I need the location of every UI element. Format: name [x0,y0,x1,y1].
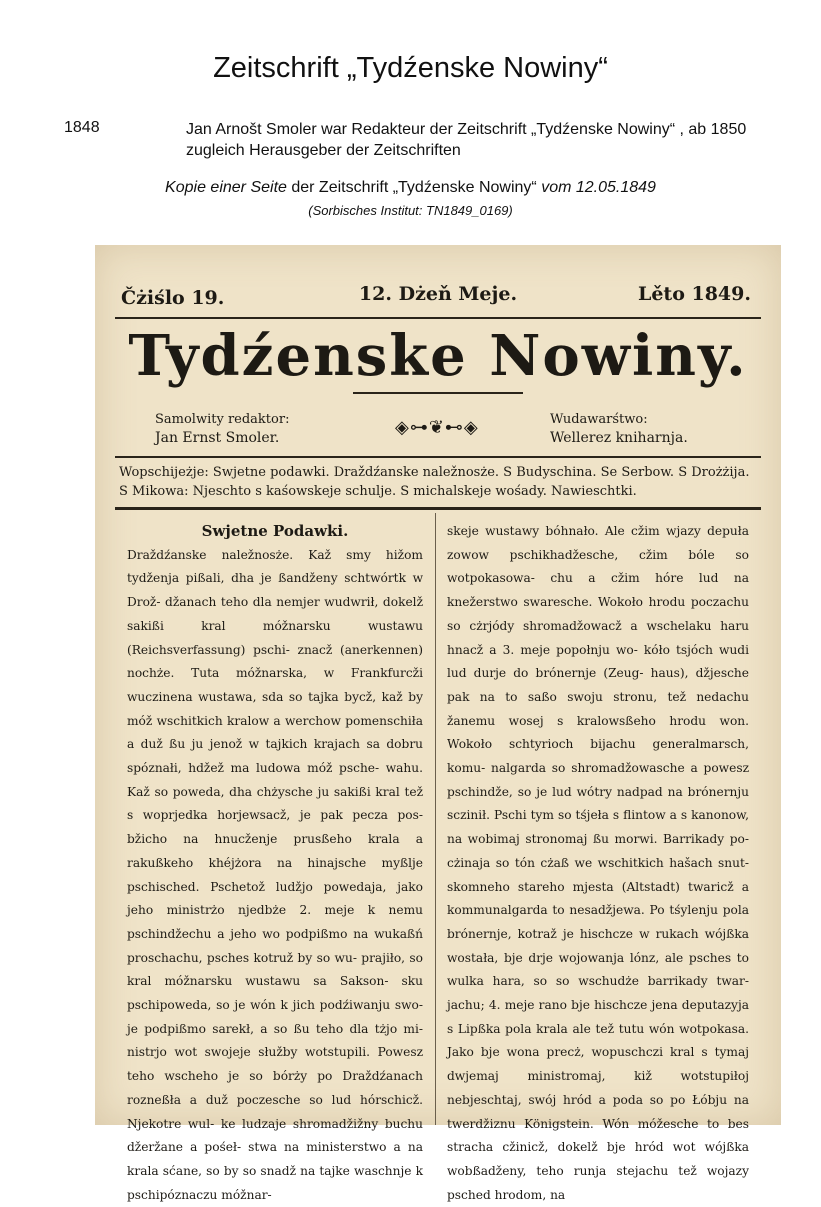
issue-number: Čżiślo 19. [121,287,225,309]
left-column [127,520,423,1207]
newspaper-header-row [115,283,761,313]
right-column-text: skeje wustawy bóhnało. Ale cžim wjazy depuła zowow pschikhadžesche, cžim bóle so wotpokasowa- chu a cžim hóre lud na knežerstwo swaresche. Wokoło hrodu poczachu so cżrjódy shromadžowacž a wschelaku haru hnacž a 3. meje popołnju wo- kóło tsjóch wudi lud durje do brónernje (Zeug- haus), džjesche pak na to saßo swoju stronu, tež nedachu žanemu wosej s kralowsßeho hrodu won. Wokoło schtyrioch bijachu generalmarsch, komu- nalgarda so shromadžowasche a powesz pschindže, so je lud wótry nadpad na brónernju sczinił. Pschi tym so tśjeła s flintow a s kanonow, na wobimaj stronomaj ßu morwi. Barrikady po- cżinaja so tón cżaß we wschitkich hašach snut- skomneho stareho mjesta (Altstadt) twaricž a kommunalgarda to nesadžjewa. Po tśylenju pola brónernje, kotraž je hischcze w rukach wójßka wostała, bje drje wojowanja lónz, ale psches to wulka hara, so so wschudże barrikady twar- jachu; 4. meje rano bje hischcze jena deputazyja s Lipßka pola krala ale tež tutu wón wotpokasa. Jako bje wona precż, wopuschczi kral s tymaj dwjemaj ministromaj, kiž wotstupiłoj nebjeschtaj, swój hród a poda so po Łóbju na twerdžiznu Königstein. Wón móžesche to bes stracha cžinicž, dokelž bje hród wot wójßka wobßadženy, teho runja stejachu tež wojazy psched hrodom, na [447,524,749,1202]
column-divider [435,513,436,1125]
publisher-label: Wudawarśtwo: [550,412,648,427]
masthead-underline [353,392,523,394]
left-column-text: Draždźanske naležnosże. Kaž smy hižom tydženja pißali, dha je ßandženy schtwórtk w Drož- džanach teho dla nemjer wudwrił, dokelž sakißi kral móžnarsku wustawu (Reichsverfassung) pschi- znacž (anerkennen) nochże. Tuta móžnarska, w Frankfurcži wuczinena wustawa, sda so tajka bycž, kaž by móž wschitkich kralow a werchow pomenschiła a duž ßu ju jenož w tajkich krajach sa dobru spóznałi, hdžež ma ludowa móž psche- wahu. Kaž so poweda, dha chżysche ju sakißi kral tež s woprjedka horjewsacž, je pak pecza pos- bžicho na hnucženje prusßeho krala a rakußkeho khéjżora na hinajsche myßlje pschisched. Pschetož ludžjo powedaja, jako jeho ministrżo njedbże 2. meje k nemu pschindžechu a jeho wo podpißmo na wukaßń proschachu, psches kotruž by so wu- prajiło, so kral móžnarsku wustawu sa Sakson- sku pschipoweda, so je wón k jich podźiwanju swo- je podpißmo sarekł, a so ßu teho dla tżjo mi- nistrjo wot swojeje słužby wotstupili. Powesz teho wscheho je so bórży po Draždźanach rozneßła a duž poczesche so lud hórschicž. Njekotre wul- ke ludzaje shromadžižny buchu džeržane a pośeł- stwa na ministerstwo a na krala sćane, so by so snadž na tajke waschnje k pschipóznaczu móžnar- [127,547,423,1202]
header-rule [115,317,761,319]
caption-italic-2: vom 12.05.1849 [541,179,656,196]
right-column [447,520,749,1207]
table-of-contents: Wopschijeżje: Swjetne podawki. Draždźanske naležnosże. S Budyschina. Se Serbow. S Drożżija. S Mikowa: Njeschto s kaśowskeje schulje. S michalskeje wośady. Nawieschtki. [119,465,750,499]
contents-top-rule [115,456,761,458]
section-title: Swjetne Podawki. [201,522,349,540]
description-line-2: zugleich Herausgeber der Zeitschriften [186,142,461,159]
description-line-1: Jan Arnošt Smoler war Redakteur der Zeitschrift „Tydźenske Nowiny“ , ab 1850 [186,121,747,138]
issue-year: Lěto 1849. [637,283,751,305]
contents-bottom-rule [115,507,761,510]
caption-normal: der Zeitschrift „Tydźenske Nowiny“ [286,179,542,196]
description [186,119,806,161]
source-note: (Sorbisches Institut: TN1849_0169) [308,203,513,218]
editor-name: Jan Ernst Smoler. [155,430,280,446]
caption [0,179,821,197]
ornament-icon: ◈⊶❦⊷◈ [395,417,479,438]
editor-label: Samolwity redaktor: [155,412,290,427]
year-label: 1848 [64,119,100,136]
newspaper-scan [95,245,781,1202]
publisher-name: Wellerez kniharnja. [550,430,688,446]
publisher-block [550,411,688,447]
page-heading: Zeitschrift „Tydźenske Nowiny“ [213,52,608,84]
caption-italic-1: Kopie einer Seite [165,179,287,196]
masthead-title: Tydźenske Nowiny. [128,323,748,389]
editor-block [155,411,289,447]
issue-date: 12. Dżeň Meje. [358,283,518,305]
